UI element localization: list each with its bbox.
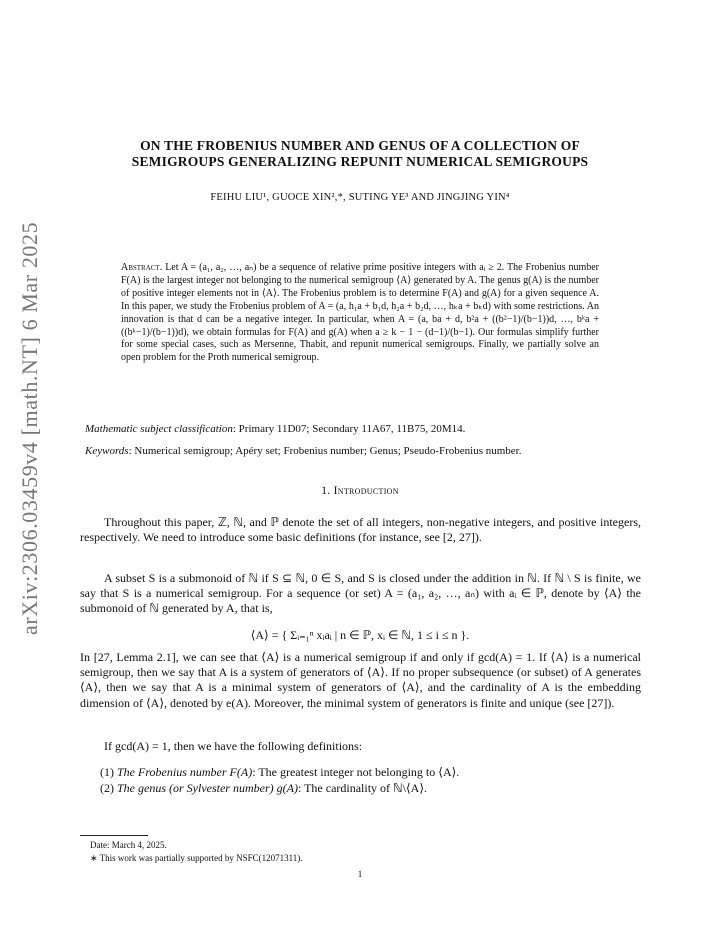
page-number: 1 bbox=[357, 869, 363, 879]
abstract bbox=[121, 262, 599, 365]
intro-paragraph-4: If gcd(A) = 1, then we have the following definitions: bbox=[104, 739, 363, 753]
display-formula: ⟨A⟩ = { Σᵢ₌₁ⁿ xᵢaᵢ | n ∈ ℙ, xᵢ ∈ ℕ, 1 ≤ i ≤ n }. bbox=[250, 628, 470, 642]
definition-2-term: The genus (or Sylvester number) g(A) bbox=[117, 781, 298, 795]
definition-1-text: : The greatest integer not belonging to ⟨A⟩. bbox=[252, 765, 460, 779]
keywords-label: Keywords bbox=[85, 445, 129, 457]
footnote-rule bbox=[80, 835, 148, 836]
msc-line bbox=[85, 423, 645, 435]
msc-text: : Primary 11D07; Secondary 11A67, 11B75, 20M14. bbox=[232, 423, 466, 435]
msc-label: Mathematic subject classification bbox=[85, 423, 233, 435]
paper-title bbox=[80, 138, 640, 170]
intro-paragraph-3: In [27, Lemma 2.1], we can see that ⟨A⟩ is a numerical semigroup if and only if gcd(A) = 1. If ⟨A⟩ is a numerical semigroup, then we say that A is a system of generators of ⟨A⟩. If no proper subsequence (or subset) of A generates ⟨A⟩, then we say that A is a minimal system of generators of ⟨A⟩, and the cardinality of A is the embedding dimension of ⟨A⟩, denoted by e(A). Moreover, the minimal system of generators is finite and unique (see [27]). bbox=[80, 650, 641, 710]
definition-item-1 bbox=[100, 765, 640, 780]
section-number: 1. bbox=[321, 485, 331, 497]
keywords-text: : Numerical semigroup; Apéry set; Frobenius number; Genus; Pseudo-Frobenius number. bbox=[128, 445, 522, 457]
abstract-text: Let A = (a₁, a₂, …, aₙ) be a sequence of relative prime positive integers with aᵢ ≥ 2. The Frobenius number F(A) is the largest integer not belonging to the numerical semigroup ⟨A⟩ generated by A. The genus g(A) is the number of positive integer elements not in ⟨A⟩. The Frobenius problem is to determine F(A) and g(A) for a given sequence A. In this paper, we study the Frobenius problem of A = (a, h₁a + b₁d, h₂a + b₂d, …, hₖa + bₖd) with some restrictions. An innovation is that d can be a negative integer. In particular, when A = (a, ba + d, b²a + ((b²−1)/(b−1))d, …, bᵏa + ((bᵏ−1)/(b−1))d), we obtain formulas for F(A) and g(A) when a ≥ k − 1 − (d−1)/(b−1). Our formulas simplify further for some special cases, such as Mersenne, Thabit, and repunit numerical semigroups. Finally, we partially solve an open problem for the Proth numerical semigroup. bbox=[121, 262, 600, 364]
keywords-line bbox=[85, 445, 645, 457]
arxiv-identifier: arXiv:2306.03459v4 [math.NT] 6 Mar 2025 bbox=[17, 221, 42, 635]
author-list: FEIHU LIU¹, GUOCE XIN²,*, SUTING YE³ AND JINGJING YIN⁴ bbox=[210, 192, 510, 203]
title-line-1: ON THE FROBENIUS NUMBER AND GENUS OF A COLLECTION OF bbox=[140, 138, 580, 153]
definition-2-text: : The cardinality of ℕ\⟨A⟩. bbox=[297, 781, 428, 795]
definition-1-number: (1) bbox=[100, 765, 114, 779]
intro-paragraph-2: A subset S is a submonoid of ℕ if S ⊆ ℕ, 0 ∈ S, and S is closed under the addition in ℕ. If ℕ \ S is finite, we say that S is a numerical semigroup. For a sequence (or set) A = (a₁, a₂, …, aₙ) with aᵢ ∈ ℙ, denote by ⟨A⟩ the submonoid of ℕ generated by A, that is, bbox=[80, 571, 641, 616]
footnote-support: ∗ This work was partially supported by NSFC(12071311). bbox=[90, 853, 303, 863]
title-line-2: SEMIGROUPS GENERALIZING REPUNIT NUMERICAL SEMIGROUPS bbox=[131, 154, 589, 169]
footnote-date: Date: March 4, 2025. bbox=[90, 840, 167, 850]
definition-item-2 bbox=[100, 781, 640, 796]
abstract-label: Abstract. bbox=[121, 262, 163, 273]
definition-2-number: (2) bbox=[100, 781, 114, 795]
intro-paragraph-1: Throughout this paper, ℤ, ℕ, and ℙ denote the set of all integers, non-negative integers, and positive integers, respectively. We need to introduce some basic definitions (for instance, see [2, 27]). bbox=[80, 515, 641, 545]
section-heading bbox=[80, 485, 640, 497]
section-title: Introduction bbox=[333, 485, 399, 497]
definition-1-term: The Frobenius number F(A) bbox=[117, 765, 253, 779]
